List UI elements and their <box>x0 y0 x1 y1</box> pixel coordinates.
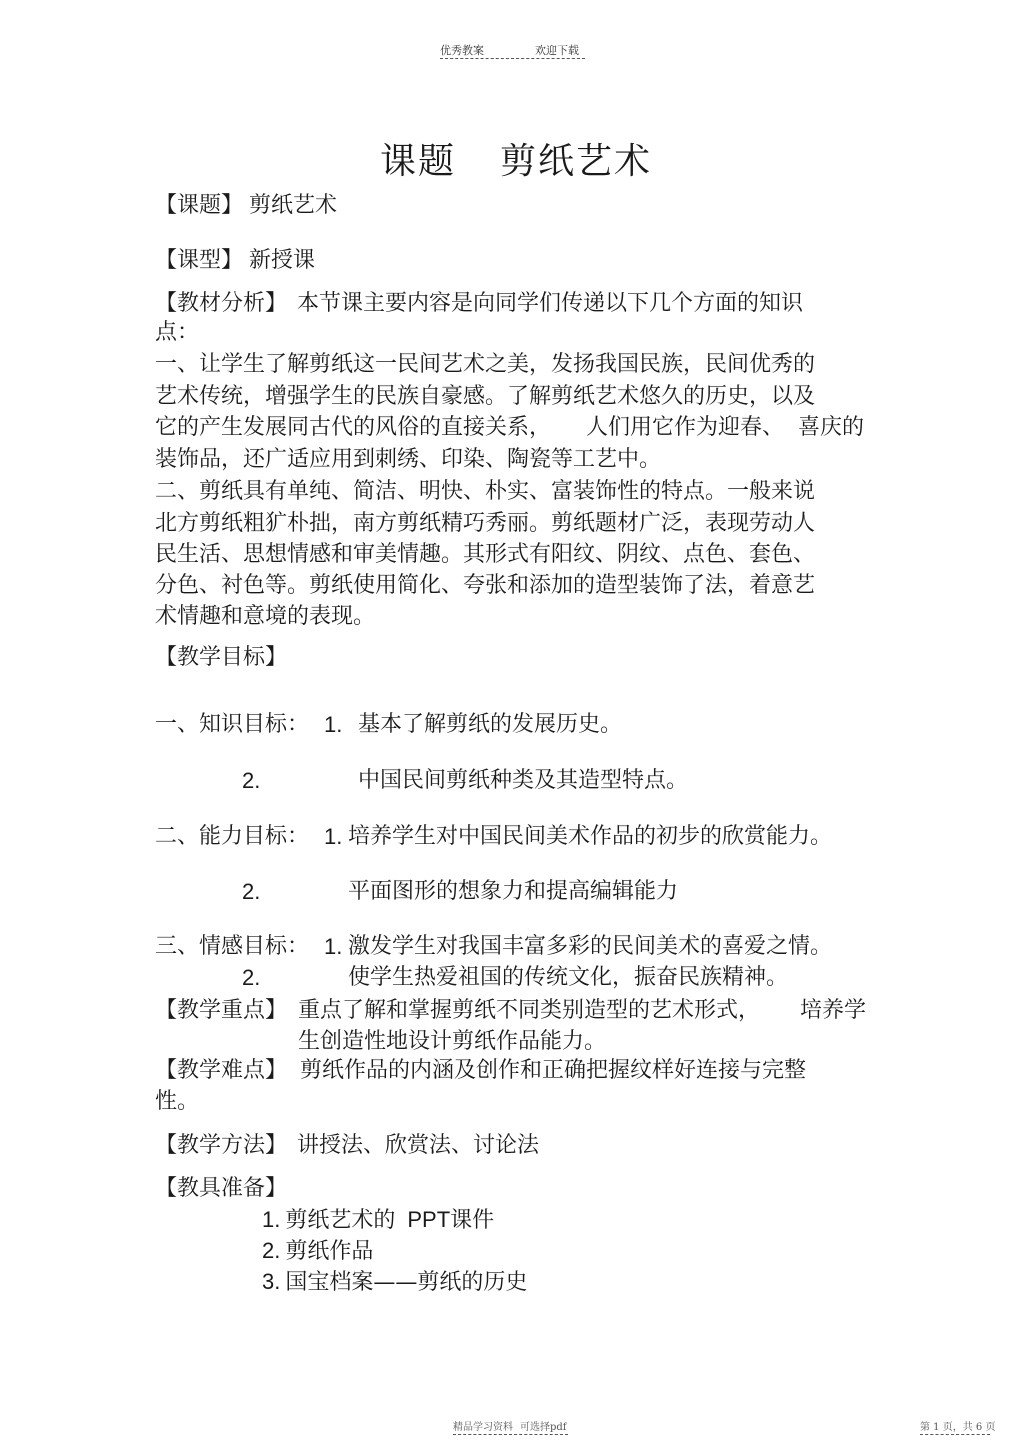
tools-item <box>262 1267 527 1298</box>
page-title <box>380 133 652 184</box>
tools-item-num: 1. <box>262 1207 281 1232</box>
method-value: 讲授法、欣赏法、讨论法 <box>297 1133 540 1158</box>
analysis-line: 装饰品，还广适应用到刺绣、印染、陶瓷等工艺中。 <box>155 447 662 472</box>
analysis-line: 二、剪纸具有单纯、简洁、明快、朴实、富装饰性的特点。一般来说 <box>155 479 816 504</box>
header-right: 欢迎下载 <box>535 44 579 57</box>
analysis-line: 艺术传统，增强学生的民族自豪感。了解剪纸艺术悠久的历史，以及 <box>155 384 816 409</box>
key-line-end: 培养学 <box>800 998 867 1023</box>
tools-item-num: 2. <box>262 1238 281 1263</box>
emotion-2-num: 2. <box>242 965 261 990</box>
difficulty-line: 剪纸作品的内涵及创作和正确把握纹样好连接与完整 <box>300 1058 807 1083</box>
analysis-line: 分色、衬色等。剪纸使用简化、夸张和添加的造型装饰了法，着意艺 <box>155 573 816 598</box>
footer-mid: 可选择pdf <box>520 1422 567 1433</box>
type-value: 新授课 <box>249 248 316 273</box>
analysis-line: 它的产生发展同古代的风俗的直接关系， 人们用它作为迎春、 喜庆的 <box>155 415 864 440</box>
tools-item-text: 剪纸作品 <box>285 1239 374 1264</box>
analysis-line: 一、让学生了解剪纸这一民间艺术之美，发扬我国民族，民间优秀的 <box>155 352 816 377</box>
ability-label: 二、能力目标： <box>155 824 310 849</box>
emotion-1-num: 1. <box>324 934 343 959</box>
tools-item-text: 国宝档案——剪纸的历史 <box>285 1270 528 1295</box>
analysis-line: 北方剪纸粗犷朴拙，南方剪纸精巧秀丽。剪纸题材广泛，表现劳动人 <box>155 511 816 536</box>
knowledge-label: 一、知识目标： <box>155 712 310 737</box>
title-main: 课题 <box>380 141 457 182</box>
analysis-row <box>155 289 803 319</box>
type-label: 【课型】 <box>155 248 244 273</box>
method-label: 【教学方法】 <box>155 1133 288 1158</box>
knowledge-1-num: 1. <box>324 712 343 737</box>
emotion-1: 激发学生对我国丰富多彩的民间美术的喜爱之情。 <box>348 934 833 959</box>
footer-page-number: 第 1 页，共 6 页 <box>920 1422 996 1433</box>
key-line: 重点了解和掌握剪纸不同类别造型的艺术形式， <box>298 998 761 1023</box>
key-label: 【教学重点】 <box>155 998 288 1023</box>
emotion-2: 使学生热爱祖国的传统文化，振奋民族精神。 <box>348 965 789 990</box>
footer-left: 精品学习资料 <box>453 1422 513 1433</box>
tools-item-ppt: PPT <box>407 1207 451 1232</box>
difficulty-label: 【教学难点】 <box>155 1058 288 1083</box>
subject-value: 剪纸艺术 <box>249 193 338 218</box>
difficulty-line: 性。 <box>155 1089 200 1114</box>
analysis-line: 点： <box>155 320 200 345</box>
tools-item-num: 3. <box>262 1269 281 1294</box>
emotion-label: 三、情感目标： <box>155 934 310 959</box>
subject-row <box>155 191 337 221</box>
footer-page-divider <box>920 1434 990 1435</box>
title-sub: 剪纸艺术 <box>500 141 653 182</box>
tools-label: 【教具准备】 <box>155 1176 288 1201</box>
footer-divider <box>453 1434 568 1435</box>
tools-item <box>262 1205 494 1236</box>
header-divider <box>440 58 585 59</box>
analysis-line: 术情趣和意境的表现。 <box>155 604 376 629</box>
method-row <box>155 1131 539 1161</box>
ability-1-num: 1. <box>324 824 343 849</box>
knowledge-2: 中国民间剪纸种类及其造型特点。 <box>358 768 689 793</box>
goals-label: 【教学目标】 <box>155 645 288 670</box>
ability-1: 培养学生对中国民间美术作品的初步的欣赏能力。 <box>348 824 833 849</box>
analysis-line: 民生活、思想情感和审美情趣。其形式有阳纹、阴纹、点色、套色、 <box>155 542 816 567</box>
analysis-line: 本节课主要内容是向同学们传递以下几个方面的知识 <box>297 291 804 316</box>
header-left: 优秀教案 <box>440 44 484 57</box>
tools-item <box>262 1236 373 1267</box>
tools-item-text: 剪纸艺术的 <box>285 1208 396 1233</box>
knowledge-2-num: 2. <box>242 768 261 793</box>
knowledge-1: 基本了解剪纸的发展历史。 <box>358 712 623 737</box>
subject-label: 【课题】 <box>155 193 244 218</box>
key-line: 生创造性地设计剪纸作品能力。 <box>298 1029 607 1054</box>
tools-item-text-end: 课件 <box>450 1208 495 1233</box>
ability-2: 平面图形的想象力和提高编辑能力 <box>348 879 679 904</box>
type-row <box>155 246 315 276</box>
ability-2-num: 2. <box>242 879 261 904</box>
analysis-label: 【教材分析】 <box>155 291 288 316</box>
